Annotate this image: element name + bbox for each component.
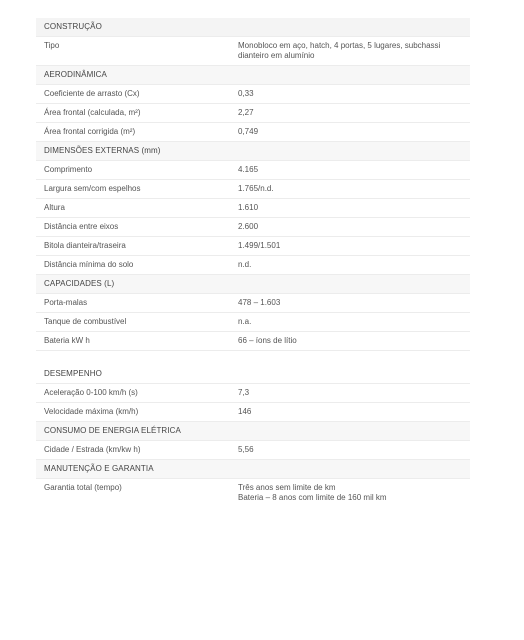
section-header-dimensoes bbox=[36, 142, 470, 161]
row-label: Garantia total (tempo) bbox=[44, 483, 122, 492]
table-row bbox=[36, 85, 470, 104]
row-value: 4.165 bbox=[238, 165, 259, 174]
section-header-manutencao bbox=[36, 460, 470, 479]
row-label: Bateria kW h bbox=[44, 336, 90, 345]
row-value: 0,749 bbox=[238, 127, 259, 136]
row-value bbox=[238, 483, 470, 503]
row-label: Altura bbox=[44, 203, 65, 212]
row-label: Área frontal corrigida (m²) bbox=[44, 127, 136, 136]
section-header-aerodinamica bbox=[36, 66, 470, 85]
table-row bbox=[36, 256, 470, 275]
row-label: Área frontal (calculada, m²) bbox=[44, 108, 141, 117]
section-title: CAPACIDADES (L) bbox=[44, 279, 115, 288]
table-row bbox=[36, 479, 470, 507]
row-value: 478 – 1.603 bbox=[238, 298, 281, 307]
row-label: Bitola dianteira/traseira bbox=[44, 241, 126, 250]
row-label: Coeficiente de arrasto (Cx) bbox=[44, 89, 140, 98]
row-value-line: Três anos sem limite de km bbox=[238, 483, 336, 492]
row-value: 1.610 bbox=[238, 203, 259, 212]
table-row bbox=[36, 294, 470, 313]
table-row bbox=[36, 180, 470, 199]
table-row bbox=[36, 384, 470, 403]
row-value: 66 – íons de lítio bbox=[238, 336, 297, 345]
section-title: MANUTENÇÃO E GARANTIA bbox=[44, 464, 154, 473]
section-header-construcao bbox=[36, 18, 470, 37]
row-label: Porta-malas bbox=[44, 298, 88, 307]
table-row bbox=[36, 123, 470, 142]
section-title: CONSUMO DE ENERGIA ELÉTRICA bbox=[44, 426, 181, 435]
section-header-capacidades bbox=[36, 275, 470, 294]
table-row bbox=[36, 332, 470, 351]
row-value: Monobloco em aço, hatch, 4 portas, 5 lugares, subchassi dianteiro em alumínio bbox=[238, 41, 441, 60]
table-row bbox=[36, 218, 470, 237]
row-label: Largura sem/com espelhos bbox=[44, 184, 141, 193]
row-value: n.d. bbox=[238, 260, 252, 269]
spec-table bbox=[36, 18, 470, 507]
section-title: CONSTRUÇÃO bbox=[44, 22, 102, 31]
row-value: 1.765/n.d. bbox=[238, 184, 274, 193]
table-row bbox=[36, 441, 470, 460]
section-header-desempenho bbox=[36, 351, 470, 384]
row-label: Tipo bbox=[44, 41, 60, 50]
section-title: DESEMPENHO bbox=[44, 369, 102, 378]
row-label: Distância entre eixos bbox=[44, 222, 119, 231]
row-label: Velocidade máxima (km/h) bbox=[44, 407, 139, 416]
section-header-consumo bbox=[36, 422, 470, 441]
row-value: 7,3 bbox=[238, 388, 250, 397]
section-title: AERODINÂMICA bbox=[44, 70, 107, 79]
row-value: 0,33 bbox=[238, 89, 254, 98]
row-value: 2.600 bbox=[238, 222, 259, 231]
row-value: 2,27 bbox=[238, 108, 254, 117]
table-row bbox=[36, 37, 470, 66]
row-label: Aceleração 0-100 km/h (s) bbox=[44, 388, 138, 397]
table-row bbox=[36, 199, 470, 218]
row-label: Cidade / Estrada (km/kw h) bbox=[44, 445, 141, 454]
table-row bbox=[36, 104, 470, 123]
row-value: 5,56 bbox=[238, 445, 254, 454]
row-value: 1.499/1.501 bbox=[238, 241, 281, 250]
section-title: DIMENSÕES EXTERNAS (mm) bbox=[44, 146, 161, 155]
table-row bbox=[36, 403, 470, 422]
row-value-line: Bateria – 8 anos com limite de 160 mil km bbox=[238, 493, 387, 502]
table-row bbox=[36, 237, 470, 256]
row-value: 146 bbox=[238, 407, 252, 416]
row-label: Distância mínima do solo bbox=[44, 260, 134, 269]
row-value: n.a. bbox=[238, 317, 252, 326]
row-label: Tanque de combustível bbox=[44, 317, 127, 326]
table-row bbox=[36, 313, 470, 332]
table-row bbox=[36, 161, 470, 180]
row-label: Comprimento bbox=[44, 165, 93, 174]
